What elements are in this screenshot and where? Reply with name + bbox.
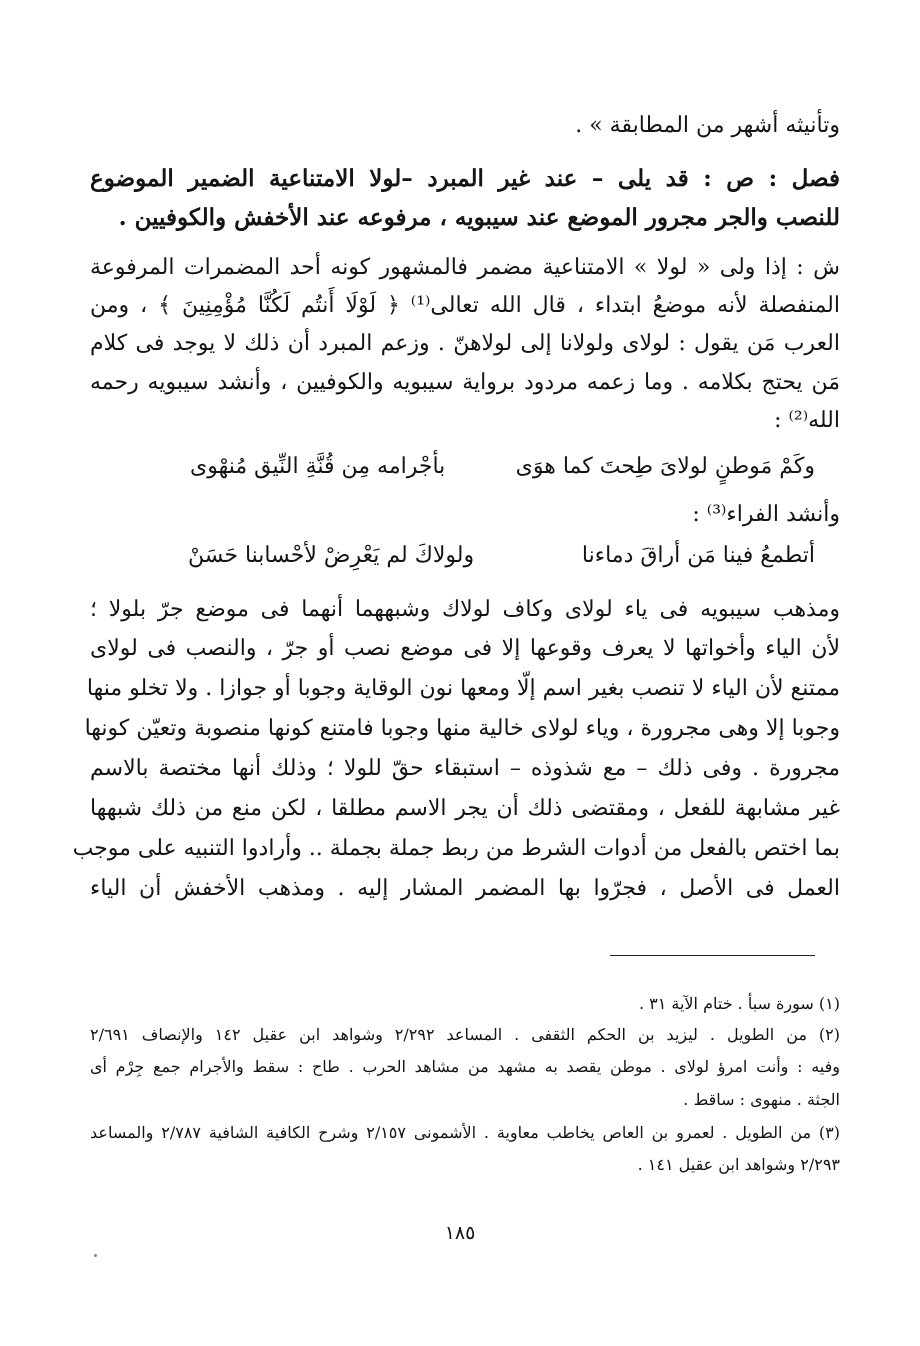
paragraph-line: مَن يحتج بكلامه . وما زعمه مردود برواية سيبويه والكوفيين ، وأنشد سيبويه رحمه [90, 370, 840, 395]
paragraph-line: بما اختص بالفعل من أدوات الشرط من ربط جملة بجملة .. وأرادوا التنبيه على موجب [72, 836, 840, 861]
paragraph-line: لأن الياء وأخواتها لا يعرف وقوعها إلا فى موضع نصب أو جرّ ، والنصب فى لولاى [90, 636, 840, 661]
paragraph-line: ممتنع لأن الياء لا تنصب بغير اسم إلّا ومعها نون الوقاية وجوبا أو جوازا . ولا تخلو منها [86, 676, 840, 701]
paragraph-line: ومذهب سيبويه فى ياء لولاى وكاف لولاك وشبههما أنهما فى موضع جرّ بلولا ؛ [90, 597, 840, 622]
paragraph-line: وجوبا إلا وهى مجرورة ، وياء لولاى خالية منها وجوبا فامتنع كونها منصوبة وتعيّن كونها [84, 716, 840, 741]
footnote-line: (٢) من الطويل . ليزيد بن الحكم الثقفى . المساعد ٢/٢٩٢ وشواهد ابن عقيل ١٤٢ والإنصاف ٢/٦٩١ [90, 1025, 841, 1044]
paragraph-line: المنفصلة لأنه موضعُ ابتداء ، قال الله تعالى⁽¹⁾ ﴿ لَوْلَا أَنتُم لَكُنَّا مُؤْمِنِينَ ﴾ ، ومن [90, 293, 840, 318]
paragraph-line: العرب مَن يقول : لولاى ولولانا إلى لولاهنّ . وزعم المبرد أن ذلك لا يوجد فى كلام [90, 331, 840, 356]
verse-first-hemistich: أتطمعُ فينا مَن أراقَ دماءنا [581, 543, 815, 568]
verse-second-hemistich: بأجْرامه مِن قُنَّةِ النِّيق مُنهْوى [190, 454, 446, 479]
heading-line: للنصب والجر مجرور الموضع عند سيبويه ، مرفوعه عند الأخفش والكوفيين . [118, 204, 840, 231]
paragraph-line: ش : إذا ولى « لولا » الامتناعية مضمر فالمشهور كونه أحد المضمرات المرفوعة [90, 255, 840, 280]
verse-first-hemistich: وكَمْ مَوطنٍ لولاىَ طِحتَ كما هوَى [515, 454, 815, 479]
paragraph-line: غير مشابهة للفعل ، ومقتضى ذلك أن يجر الاسم مطلقا ، لكن منع من ذلك شبهها [90, 796, 840, 821]
page-number: ١٨٥ [444, 1222, 476, 1244]
verse-second-hemistich: ولولاكَ لم يَعْرِضْ لأحْسابنا حَسَنْ [188, 543, 475, 568]
paragraph-line: الله⁽²⁾ : [774, 408, 840, 433]
paragraph-line: العمل فى الأصل ، فجرّوا بها المضمر المشار إليه . ومذهب الأخفش أن الياء [90, 876, 840, 901]
continuation-line: وتأنيثه أشهر من المطابقة » . [575, 113, 840, 138]
footnote-line: الجثة . منهوى : ساقط . [683, 1090, 840, 1109]
footnote-separator [610, 955, 815, 956]
paragraph-line: مجرورة . وفى ذلك – مع شذوذه – استبقاء حقّ للولا ؛ وذلك أنها مختصة بالاسم [90, 756, 840, 781]
footnote-line: (١) سورة سبأ . ختام الآية ٣١ . [638, 994, 840, 1013]
footnote-line: (٣) من الطويل . لعمرو بن العاص يخاطب معاوية . الأشمونى ٢/١٥٧ وشرح الكافية الشافية ٢/٧٨٧ والمساعد [90, 1123, 840, 1142]
footnote-line: وفيه : وأنت امرؤ لولاى . موطن يقصد به مشهد من مشاهد الحرب . طاح : سقط والأجرام جمع جِرْم أى [90, 1057, 840, 1076]
scan-speck [94, 1254, 97, 1257]
heading-line: فصل : ص : قد يلى – عند غير المبرد –لولا الامتناعية الضمير الموضوع [90, 165, 840, 192]
footnote-line: ٢/٢٩٣ وشواهد ابن عقيل ١٤١ . [637, 1155, 840, 1174]
verse-intro: وأنشد الفراء⁽³⁾ : [692, 502, 840, 527]
